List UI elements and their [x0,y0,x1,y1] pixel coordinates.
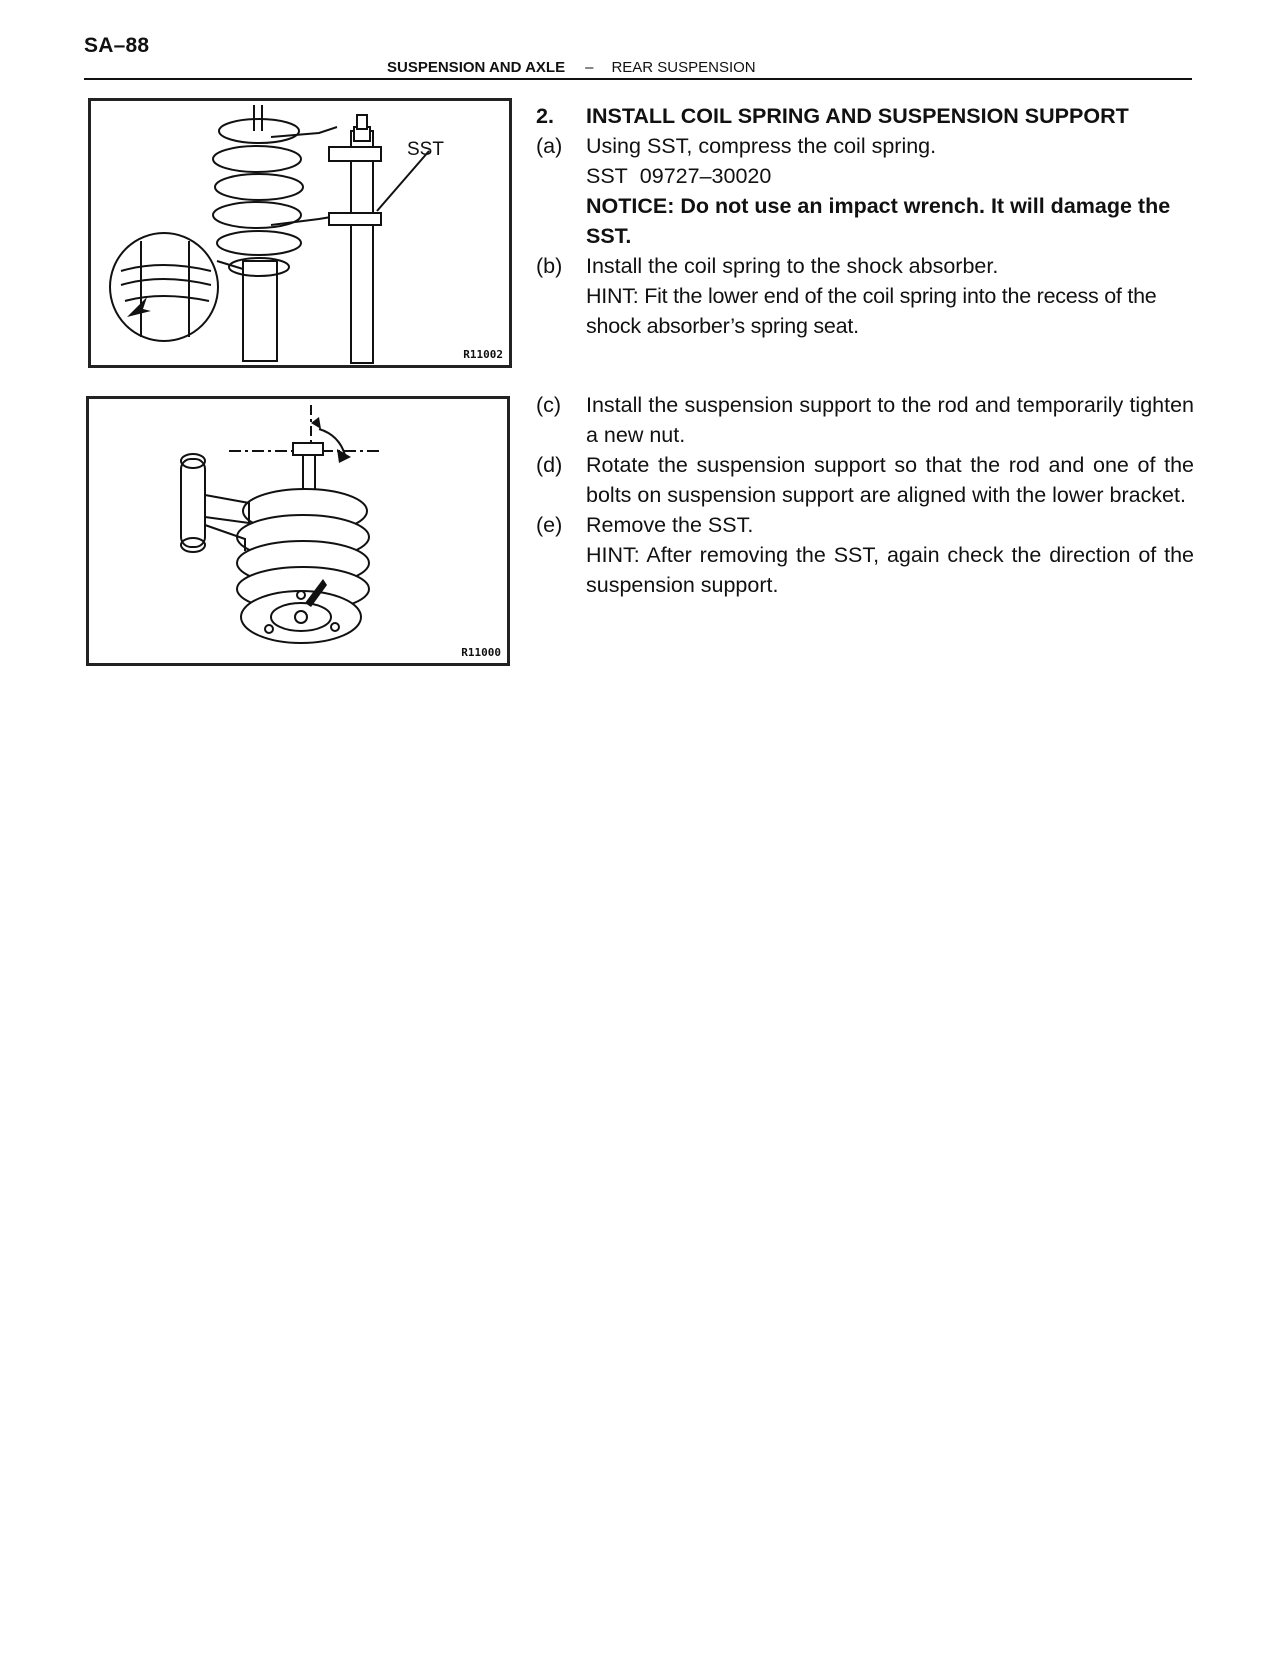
item-e-label: (e) [536,513,563,537]
sst-prefix: SST [586,164,628,188]
sst-code: 09727–30020 [639,164,772,188]
item-a-label: (a) [536,134,563,158]
suspension-support-rotation-illustration [89,399,507,663]
sst-number [536,161,1194,191]
item-b [536,251,1194,281]
item-c-text: Install the suspension support to the rod and temporarily tighten a new nut. [586,393,1194,447]
item-d-label: (d) [536,453,563,477]
item-e-text: Remove the SST. [586,513,754,537]
notice-text: NOTICE: Do not use an impact wrench. It will damage the SST. [586,194,1171,248]
item-d [536,450,1194,510]
item-b-hint: HINT: Fit the lower end of the coil spring into the recess of the shock absorber’s spring seat. [586,284,1157,338]
coil-spring-compressor-illustration [91,101,509,365]
page-number: SA–88 [84,34,150,57]
running-header [387,59,756,76]
header-subsection: REAR SUSPENSION [611,59,756,76]
figure-suspension-support [86,396,510,666]
item-a-text: Using SST, compress the coil spring. [586,134,937,158]
header-section: SUSPENSION AND AXLE [387,59,566,76]
step-title: INSTALL COIL SPRING AND SUSPENSION SUPPORT [586,104,1129,128]
item-e-hint: HINT: After removing the SST, again check the direction of the suspension support. [586,543,1194,597]
item-c [536,390,1194,450]
header-rule [84,78,1192,80]
step-number: 2. [536,104,554,128]
item-e [536,510,1194,540]
figure-code: R11002 [463,348,503,361]
item-b-text: Install the coil spring to the shock absorber. [586,254,999,278]
figure-code: R11000 [461,646,501,659]
item-a [536,131,1194,161]
figure-callout-sst: SST [407,139,444,160]
procedure-text [536,101,1194,600]
item-d-text: Rotate the suspension support so that the rod and one of the bolts on suspension support are aligned with the lower bracket. [586,453,1194,507]
figure-coil-spring-sst [88,98,512,368]
item-b-label: (b) [536,254,563,278]
item-c-label: (c) [536,393,562,417]
header-separator: – [585,59,594,76]
step-heading [536,101,1194,131]
